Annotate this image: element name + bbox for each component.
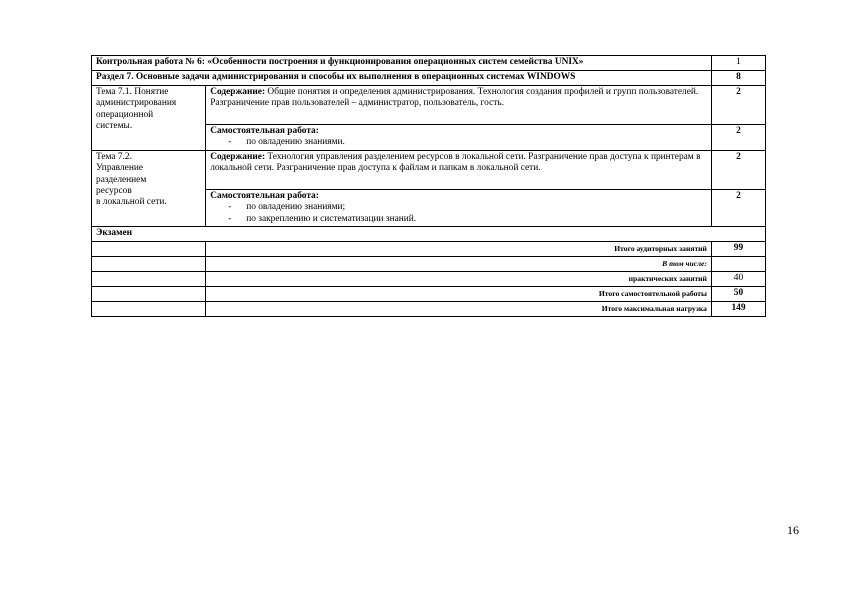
including-label: В том числе: (206, 257, 712, 272)
content-text: Технология управления разделением ресурсов в локальной сети. Разграничение прав доступа к принтерам в локальной сети. Разграничение прав доступа к файлам и папкам в локальной сети. (210, 151, 701, 174)
practical-label: практических занятий (206, 272, 712, 287)
control-work-label: Контрольная работа № 6: «Особенности построения и функционирования операционных систем семейства UNIX» (92, 56, 712, 71)
topic-title-line: ресурсов (96, 186, 132, 197)
list-item-text: по овладению знаниями; (246, 202, 346, 213)
topic-7-1-self-hours: 2 (711, 125, 765, 151)
topic-7-1-content (206, 86, 712, 125)
list-item-text: по овладению знаниями. (246, 137, 345, 148)
dash-bullet: - (228, 202, 232, 213)
topic-7-1-self-work (206, 125, 712, 151)
topic-7-1-content-hours: 2 (711, 86, 765, 125)
topic-7-2-self-hours: 2 (711, 189, 765, 226)
dash-bullet: - (228, 213, 232, 224)
practical-value: 40 (711, 272, 765, 287)
topic-7-2-title (92, 150, 206, 226)
section-7-label: Раздел 7. Основные задачи администрирования и способы их выполнения в операционных системах WINDOWS (92, 71, 712, 86)
section-7-hours: 8 (711, 71, 765, 86)
topic-7-2-content (206, 150, 712, 189)
topic-7-2-self-work (206, 189, 712, 226)
topic-title-line: системы. (96, 121, 133, 132)
topic-title-line: Тема 7.1. Понятие (96, 87, 169, 97)
topic-title-line: операционной (96, 109, 154, 120)
including-value (711, 257, 765, 272)
topic-7-2-content-hours: 2 (711, 150, 765, 189)
topic-title-line: администрирования (96, 98, 177, 109)
total-auditory-label: Итого аудиторных занятий (206, 242, 712, 257)
page-number: 16 (787, 523, 799, 537)
self-work-list (210, 137, 707, 148)
total-auditory-row (92, 242, 766, 257)
practical-row (92, 272, 766, 287)
self-work-label: Самостоятельная работа: (210, 126, 319, 136)
topic-title-line: разделением (96, 174, 147, 185)
topic-title-line: в локальной сети. (96, 197, 167, 208)
dash-bullet: - (228, 137, 232, 148)
total-max-value: 149 (711, 302, 765, 317)
control-work-hours: 1 (711, 56, 765, 71)
exam-row (92, 227, 766, 242)
including-row (92, 257, 766, 272)
total-self-label: Итого самостоятельной работы (206, 287, 712, 302)
total-auditory-value: 99 (711, 242, 765, 257)
list-item (228, 202, 707, 213)
list-item (228, 137, 707, 148)
empty-cell (92, 257, 206, 272)
section-7-row (92, 71, 766, 86)
list-item (228, 214, 707, 225)
topic-7-2-content-row (92, 150, 766, 189)
content-text: Общие понятия и определения администрирования. Технология создания профилей и групп пользователей. Разграничение прав пользователей – администратор, пользователь, гость. (210, 87, 699, 109)
topic-7-1-title (92, 86, 206, 151)
control-work-row (92, 56, 766, 71)
empty-cell (92, 242, 206, 257)
exam-label: Экзамен (92, 227, 766, 242)
total-max-row (92, 302, 766, 317)
total-self-row (92, 287, 766, 302)
content-label: Содержание: (210, 87, 266, 97)
self-work-label: Самостоятельная работа: (210, 190, 319, 201)
total-self-value: 50 (711, 287, 765, 302)
empty-cell (92, 272, 206, 287)
curriculum-table (91, 55, 766, 317)
empty-cell (92, 287, 206, 302)
topic-title-line: Управление (96, 163, 144, 174)
total-max-label: Итого максимальная нагрузка (206, 302, 712, 317)
self-work-list (210, 202, 707, 225)
content-label: Содержание: (210, 151, 266, 162)
list-item-text: по закреплению и систематизации знаний. (246, 213, 417, 224)
topic-title-line: Тема 7.2. (96, 151, 132, 162)
topic-7-1-content-row (92, 86, 766, 125)
empty-cell (92, 302, 206, 317)
